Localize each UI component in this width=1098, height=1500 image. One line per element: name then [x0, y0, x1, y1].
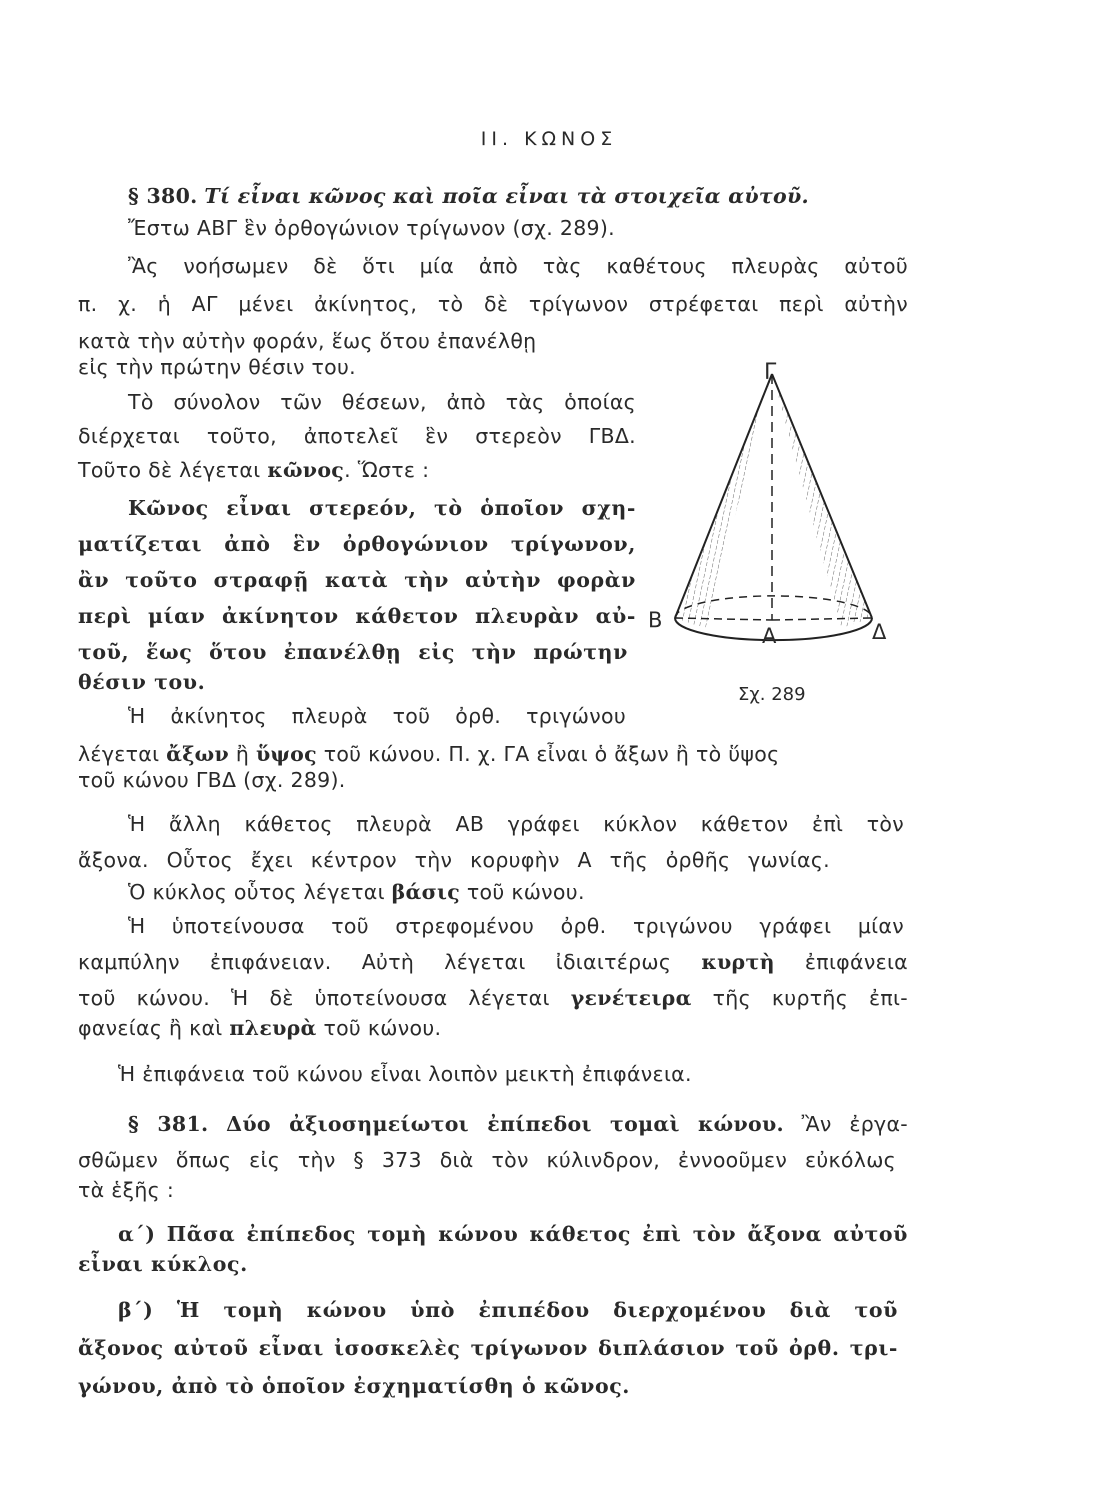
- text-run: τοῦ κώνου.: [323, 1016, 442, 1040]
- cone-left-generatrix: [675, 374, 772, 618]
- paragraph-line: Ἔστω ΑΒΓ ἓν ὀρθογώνιον τρίγωνον (σχ. 289).: [128, 216, 616, 240]
- cone-diagram: [650, 368, 900, 713]
- section-380-number: § 380.: [128, 184, 198, 208]
- section-380-heading-line: [128, 182, 828, 210]
- text-run: φανείας ἢ καὶ: [78, 1016, 223, 1040]
- paragraph-line: [78, 1014, 908, 1042]
- paragraph-line: Ἡ ἄλλη κάθετος πλευρὰ ΑΒ γράφει κύκλον κάθετον ἐπὶ τὸν: [128, 812, 904, 836]
- section-381-heading-line: [128, 1110, 908, 1138]
- paragraph-line: [78, 984, 908, 1012]
- paragraph-line: Ἡ ἀκίνητος πλευρὰ τοῦ ὀρθ. τριγώνου: [128, 704, 626, 728]
- text-run: Τοῦτο δὲ λέγεται: [78, 458, 261, 482]
- paragraph-line: [78, 740, 908, 768]
- figure-caption: Σχ. 289: [738, 684, 806, 705]
- text-run: καμπύλην ἐπιφάνειαν. Αὐτὴ λέγεται ἰδιαιτέρως: [78, 950, 672, 974]
- label-b: Β: [648, 608, 663, 632]
- property-line: ἄξονος αὐτοῦ εἶναι ἰσοσκελὲς τρίγωνον διπλάσιον τοῦ ὀρθ. τρι-: [78, 1336, 898, 1360]
- section-381-heading: Δύο ἀξιοσημείωτοι ἐπίπεδοι τομαὶ κώνου.: [226, 1112, 784, 1136]
- text-run: τῆς κυρτῆς ἐπι-: [712, 986, 908, 1010]
- term-height: ὕψος: [255, 742, 317, 766]
- cone-right-generatrix: [772, 374, 872, 618]
- paragraph-line: κατὰ τὴν αὐτὴν φοράν, ἕως ὅτου ἐπανέλθῃ: [78, 329, 537, 353]
- label-a: Α: [762, 624, 777, 648]
- paragraph-line: ἄξονα. Οὗτος ἔχει κέντρον τὴν κορυφὴν Α τῆς ὀρθῆς γωνίας.: [78, 848, 830, 872]
- term-generatrix: γενέτειρα: [570, 986, 692, 1010]
- term-side: πλευρὰ: [229, 1016, 317, 1040]
- definition-line: ἂν τοῦτο στραφῇ κατὰ τὴν αὐτὴν φορὰν: [78, 568, 636, 592]
- text-run: Ἂν ἐργα-: [801, 1112, 908, 1136]
- paragraph-line: π. χ. ἡ ΑΓ μένει ἀκίνητος, τὸ δὲ τρίγωνον στρέφεται περὶ αὐτὴν: [78, 292, 908, 316]
- cone-figure: [648, 360, 900, 713]
- definition-line: τοῦ, ἕως ὅτου ἐπανέλθῃ εἰς τὴν πρώτην: [78, 640, 628, 664]
- text-run: τοῦ κώνου.: [466, 880, 585, 904]
- paragraph-line: εἰς τὴν πρώτην θέσιν του.: [78, 355, 356, 379]
- label-apex: Γ: [764, 360, 777, 385]
- property-line: εἶναι κύκλος.: [78, 1252, 248, 1276]
- text-run: . Ὥστε :: [344, 458, 430, 482]
- paragraph-line: διέρχεται τοῦτο, ἀποτελεῖ ἓν στερεὸν ΓΒΔ.: [78, 424, 636, 448]
- section-381-number: § 381.: [128, 1112, 209, 1136]
- term-convex: κυρτὴ: [701, 950, 775, 974]
- paragraph-line: Ἂς νοήσωμεν δὲ ὅτι μία ἀπὸ τὰς καθέτους πλευρὰς αὐτοῦ: [128, 254, 908, 278]
- property-line: α΄) Πᾶσα ἐπίπεδος τομὴ κώνου κάθετος ἐπὶ τὸν ἄξονα αὐτοῦ: [118, 1222, 908, 1246]
- definition-line: ματίζεται ἀπὸ ἓν ὀρθογώνιον τρίγωνον,: [78, 532, 636, 556]
- paragraph-line: [128, 878, 958, 906]
- paragraph-line: σθῶμεν ὅπως εἰς τὴν § 373 διὰ τὸν κύλινδρον, ἐννοοῦμεν εὐκόλως: [78, 1148, 896, 1172]
- paragraph-line: τοῦ κώνου ΓΒΔ (σχ. 289).: [78, 768, 346, 792]
- text-run: Ὁ κύκλος οὗτος λέγεται: [128, 880, 385, 904]
- text-run: τοῦ κώνου. Ἡ δὲ ὑποτείνουσα λέγεται: [78, 986, 550, 1010]
- property-line: γώνου, ἀπὸ τὸ ὁποῖον ἐσχηματίσθη ὁ κῶνος.: [78, 1374, 631, 1398]
- section-380-heading: Τί εἶναι κῶνος καὶ ποῖα εἶναι τὰ στοιχεῖα αὐτοῦ.: [204, 184, 809, 208]
- text-run: ἢ: [235, 742, 250, 766]
- term-base: βάσις: [391, 880, 461, 904]
- property-line: β΄) Ἡ τομὴ κώνου ὑπὸ ἐπιπέδου διερχομένου διὰ τοῦ: [118, 1298, 898, 1322]
- label-d: Δ: [872, 620, 887, 644]
- term-cone: κῶνος: [267, 458, 345, 482]
- paragraph-line: [78, 948, 908, 976]
- chapter-title: ΙΙ. ΚΩΝΟΣ: [480, 128, 618, 150]
- text-run: λέγεται: [78, 742, 160, 766]
- paragraph-line: τὰ ἑξῆς :: [78, 1178, 175, 1202]
- text-run: τοῦ κώνου. Π. χ. ΓΑ εἶναι ὁ ἄξων ἢ τὸ ὕψος: [323, 742, 780, 766]
- definition-line: Κῶνος εἶναι στερεόν, τὸ ὁποῖον σχη-: [128, 496, 636, 520]
- definition-line: θέσιν του.: [78, 670, 206, 694]
- definition-line: περὶ μίαν ἀκίνητον κάθετον πλευρὰν αὐ-: [78, 604, 636, 628]
- paragraph-line: Ἡ ὑποτείνουσα τοῦ στρεφομένου ὀρθ. τριγώνου γράφει μίαν: [128, 914, 904, 938]
- term-axis: ἄξων: [166, 742, 230, 766]
- paragraph-line: Τὸ σύνολον τῶν θέσεων, ἀπὸ τὰς ὁποίας: [128, 390, 636, 414]
- text-run: ἐπιφάνεια: [804, 950, 908, 974]
- paragraph-line: Ἡ ἐπιφάνεια τοῦ κώνου εἶναι λοιπὸν μεικτὴ ἐπιφάνεια.: [118, 1062, 692, 1086]
